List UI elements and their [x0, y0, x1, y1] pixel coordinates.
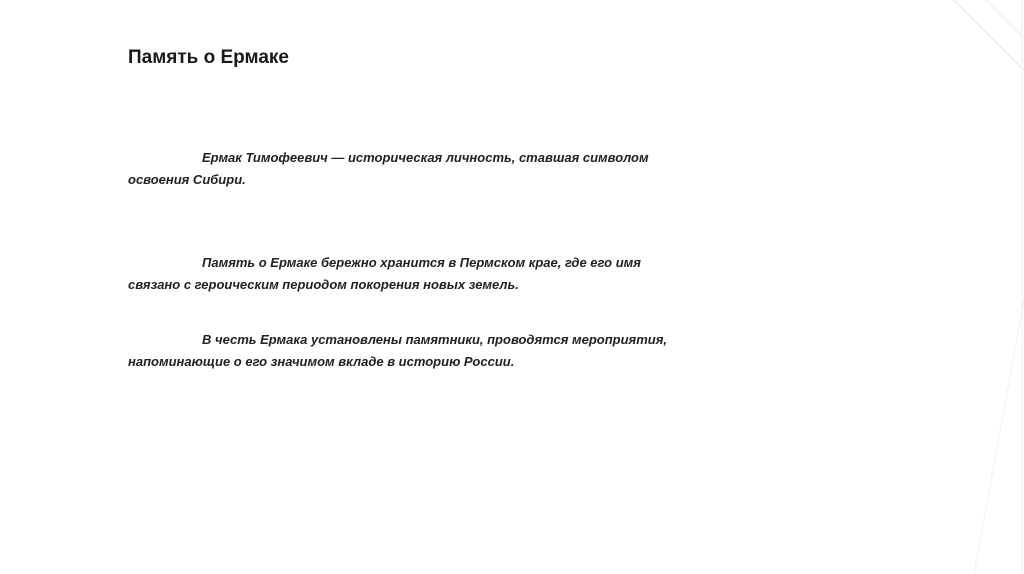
paragraph-2: Память о Ермаке бережно хранится в Пермском крае, где его имя связано с героическим периодом покорения новых земель.: [128, 255, 641, 292]
slide-title: Память о Ермаке: [128, 47, 289, 68]
corner-line-decoration: [934, 0, 1024, 574]
paragraph-3: В честь Ермака установлены памятники, проводятся мероприятия, напоминающие о его значимом вкладе в историю России.: [128, 332, 667, 369]
paragraph-1: Ермак Тимофеевич — историческая личность, ставшая символом освоения Сибири.: [128, 150, 649, 187]
